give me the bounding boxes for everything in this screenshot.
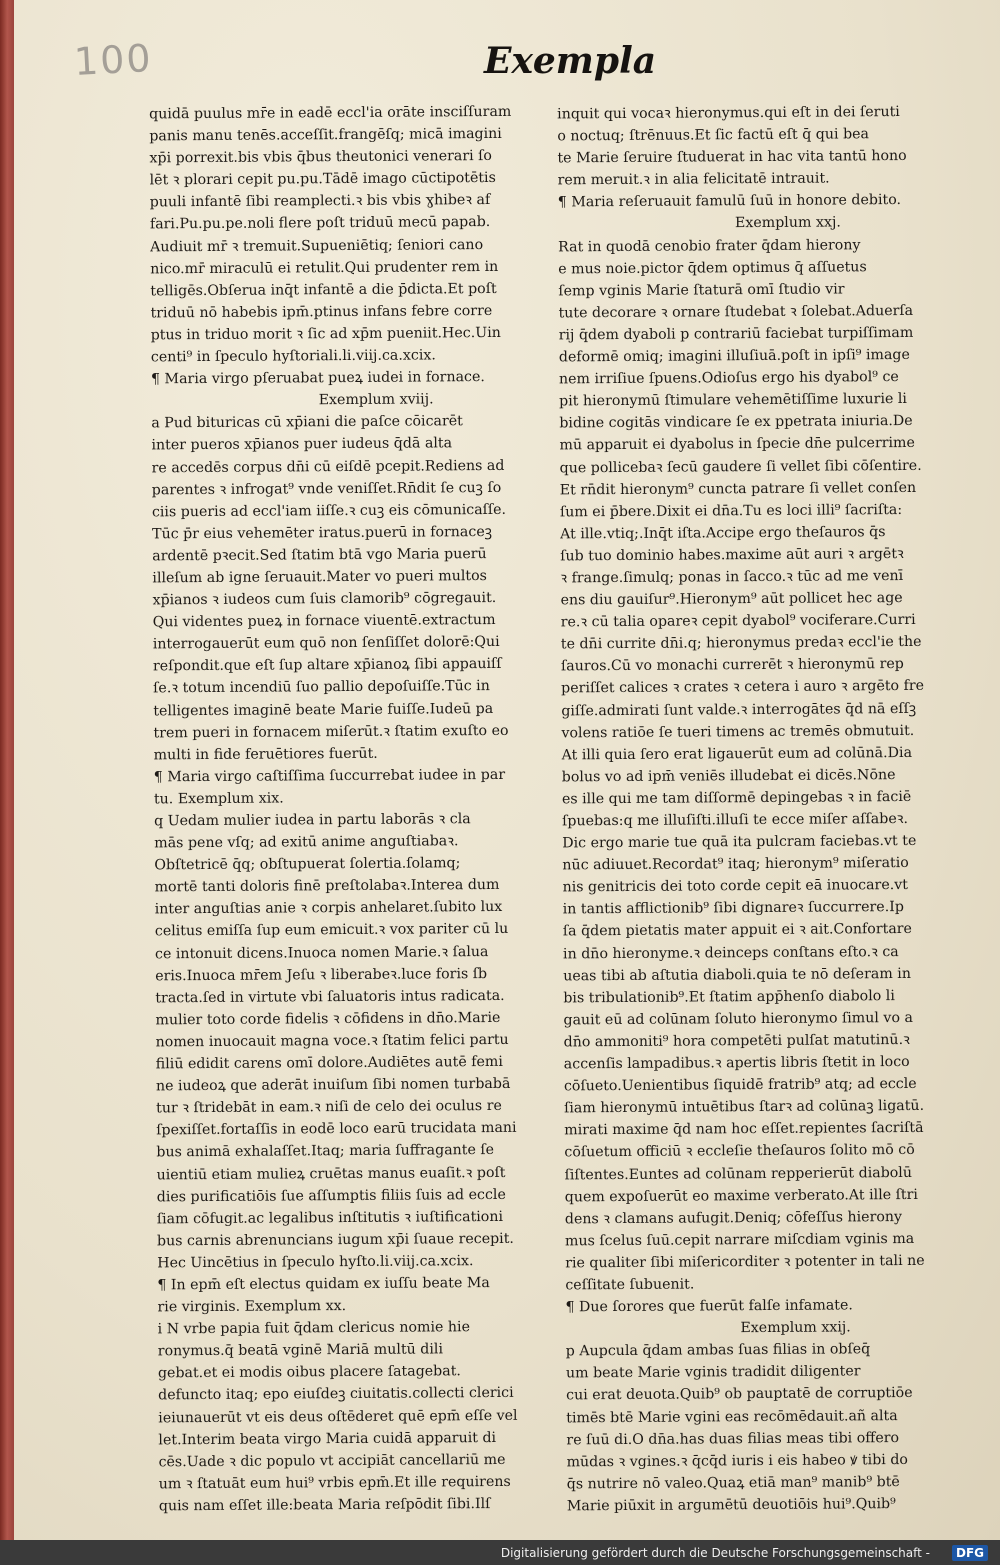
exemplum-heading: Exemplum xxij.: [740, 1319, 851, 1337]
text-line: quidā puulus mr̄e in eadē eccl'ia orāte insciſſuram: [149, 103, 512, 123]
text-line: inter anguſtias anie ꝛ corpis anhelaret.ſubito lux: [154, 899, 503, 918]
right-text-column: [557, 101, 967, 1518]
text-line: Obſtetricē q̄q; obſtupuerat ſolertia.ſolamq;: [154, 855, 461, 874]
text-line: accenſis lampadibus.ꝛ apertis libris ſtetit in loco: [563, 1054, 910, 1073]
text-line: multi in fide feruētiores fuerūt.: [153, 745, 378, 764]
text-line: trem pueri in fornacem miſerūt.ꝛ ſtatim exuſto eo: [153, 722, 509, 741]
text-line: rie virginis. Exemplum xx.: [157, 1298, 347, 1316]
text-line: rie qualiter ſibi miſericorditer ꝛ potenter in tali ne: [565, 1252, 925, 1272]
text-line: ſiam hieronymū intuētibus ſtarꝛ ad colūnaꝫ ligatū.: [564, 1098, 925, 1117]
text-line: Rat in quodā cenobio frater q̄dam hierony: [558, 236, 861, 255]
text-line: ne iudeoꝝ que aderāt inuiſum ſibi nomen turbabā: [155, 1076, 511, 1095]
text-line: Tūc p̄r eius vehemēter iratus.puerū in fornaceꝫ: [152, 523, 492, 543]
text-line: gebat.et ei modis oibus placere ſatagebat.: [157, 1363, 461, 1382]
text-line: re ſuū di.O dn̄a.has duas filias meas tibi offero: [566, 1429, 900, 1449]
text-line: pit hieronymū ſtimulare vehemētiſſime luxurie li: [559, 391, 907, 410]
text-line: cui erat deuota.Quib⁹ ob pauptatē de corruptiōe: [566, 1385, 913, 1404]
text-line: dens ꝛ clamans aufugit.Deniq; cōfeſſus hierony: [564, 1208, 903, 1228]
text-line: tur ꝛ ſtridebāt in eam.ꝛ niſi de celo dei oculus re: [156, 1098, 502, 1117]
exemplum-heading: Exemplum xviij.: [318, 391, 434, 409]
text-line: ſemp vginis Marie ſtaturā omī ſtudio vir: [558, 281, 845, 300]
text-line: ſa q̄dem pietatis mater appuit ei ꝛ ait.Confortare: [562, 921, 912, 940]
left-text-column: [149, 101, 549, 1518]
text-line: bus carnis abrenuncians iugum xp̄i ſuaue recepit.: [156, 1230, 514, 1250]
book-page: [14, 0, 1000, 1540]
text-line: ſpexiſſet.fortaſſis in eodē loco earū trucidata mani: [156, 1120, 517, 1139]
text-line: bidine cogitās vindicare ſe ex ppetrata iniuria.De: [559, 413, 913, 432]
text-line: Dic ergo marie tue quā ita pulcram faciebas.vt te: [562, 833, 917, 852]
text-line: nem irriſiue ſpuens.Odioſus ergo his dyabol⁹ ce: [558, 369, 899, 388]
text-line: rij q̄dem dyaboli p contrariū faciebat turpiſſimam: [558, 324, 914, 344]
text-line: ¶ Due ſorores que fuerūt falſe infamate.: [565, 1297, 853, 1316]
text-line: ciis pueris ad eccl'iam iiſſe.ꝛ cuꝫ eis cōmunicaſſe.: [151, 501, 507, 521]
text-line: nūc adiuuet.Recordat⁹ itaq; hieronym⁹ miſeratio: [562, 855, 909, 874]
text-line: quis nam eſſet ille:beata Maria reſpōdit ſibi.Ilſ: [158, 1495, 491, 1515]
text-line: ce intonuit dicens.Inuoca nomen Marie.ꝛ ſalua: [154, 943, 489, 962]
text-line: panis manu tenēs.acceſſit.frangēſq; micā imagini: [149, 126, 502, 145]
dfg-logo: DFG: [952, 1545, 988, 1561]
text-line: nomen inuocauit magna voce.ꝛ ſtatim felici partu: [155, 1031, 509, 1051]
text-line: ens diu gauiſur⁹.Hieronym⁹ aūt pollicet hec age: [560, 590, 903, 609]
text-line: te dn̄i currite dn̄i.q; hieronymus predaꝛ eccl'ie the: [560, 634, 922, 653]
text-line: ſub tuo dominio habes.maxime aūt auri ꝛ argētꝛ: [560, 545, 904, 565]
text-line: celitus emiſſa ſup eum emicuit.ꝛ vox pariter cū lu: [154, 921, 509, 940]
text-line: bolus vo ad ipm̄ veniēs illudebat ei dicēs.Nōne: [561, 766, 896, 786]
text-line: dies purificatiōis ſue aſſumptis filiis ſuis ad eccle: [156, 1186, 506, 1205]
text-line: ptus in triduo morit ꝛ ſic ad xp̄m pueniit.Hec.Uin: [150, 324, 501, 344]
text-line: ſum ei p̄bere.Dixit ei dn̄a.Tu es loci illi⁹ ſacriſta:: [559, 501, 903, 521]
text-line: ſpuebas:q me illuſiſti.illuſi te ecce miſer aſſabeꝛ.: [562, 810, 909, 830]
text-line: es ille qui me tam diſſormē depingebas ꝛ in faciē: [561, 788, 912, 808]
text-line: in dn̄o hieronyme.ꝛ deinceps conſtans eſto.ꝛ ca: [562, 943, 899, 962]
footer-credit: Digitalisierung gefördert durch die Deutsche Forschungsgemeinschaft -: [500, 1546, 930, 1560]
text-line: defuncto itaq; epo eiuſdeꝫ ciuitatis.collecti clerici: [158, 1385, 514, 1404]
text-line: mūdas ꝛ vgines.ꝛ q̄cq̄d iuris i eis habeo ꝟ tibi do: [566, 1451, 908, 1471]
text-line: re.ꝛ cū talia opareꝛ cepit dyabol⁹ vociferare.Curri: [560, 612, 916, 631]
text-line: uientiū etiam mulieꝝ cruētas manus euaſit.ꝛ poſt: [156, 1164, 506, 1183]
text-line: centi⁹ in ſpeculo hyſtoriali.li.viij.ca.xcix.: [150, 347, 436, 366]
text-line: bus animā exhalaſſet.Itaq; maria ſuffragante ſe: [156, 1142, 495, 1161]
text-line: deformē omiq; imagini illuſiuā.poſt in ipſi⁹ image: [558, 346, 910, 366]
text-line: que pollicebaꝛ ſecū gaudere ſi vellet ſibi cōſentire.: [559, 457, 922, 476]
text-line: mās pene vſq; ad exitū anime anguſtiabaꝛ.: [154, 833, 459, 852]
text-line: Hec Uincētius in ſpeculo hyſto.li.viij.ca.xcix.: [157, 1253, 474, 1272]
text-line: rem meruit.ꝛ in alia felicitatē intrauit.: [557, 170, 830, 189]
exemplum-heading: Exemplum xxj.: [734, 214, 841, 232]
text-line: p Aupcula q̄dam ambas ſuas filias in obſeq̄: [565, 1341, 871, 1360]
text-line: ardentē pꝛecit.Sed ſtatim btā vgo Maria puerū: [152, 545, 487, 565]
pencil-page-number: 100: [72, 35, 154, 85]
text-line: cēs.Uade ꝛ dic populo vt accipiāt cancellariū me: [158, 1451, 506, 1471]
text-line: puuli infantē ſibi reamplecti.ꝛ bis vbis ɣhibeꝛ af: [149, 192, 491, 211]
text-line: in tantis afflictionib⁹ ſibi dignareꝛ ſuccurrere.Ip: [562, 899, 904, 918]
text-line: quem expoſuerūt eo maxime verberato.At ille ſtri: [564, 1186, 918, 1205]
text-line: interrogauerūt eum quō non ſenſiſſet dolorē:Qui: [152, 634, 500, 653]
running-head: Exempla: [484, 40, 657, 82]
text-line: ꝛ frange.ſimulq; ponas in ſacco.ꝛ tūc ad me venī: [560, 567, 904, 587]
text-line: q̄s nutrire nō valeo.Quaꝝ etiā man⁹ manib⁹ btē: [566, 1473, 900, 1493]
text-line: volens ratiōe ſe tueri timens ac tremēs obmutuit.: [561, 722, 915, 742]
text-line: mū apparuit ei dyabolus in ſpecie dn̄e pulcerrime: [559, 435, 915, 454]
text-line: mus ſcelus ſuū.cepit narrare miſcdiam vginis ma: [564, 1230, 915, 1250]
text-line: parentes ꝛ infrogat⁹ vnde veniſſet.Rn̄dit ſe cuꝫ ſo: [151, 479, 502, 498]
text-line: reſpondit.que eſt ſup altare xp̄ianoꝝ ſibi appauiſſ: [152, 656, 502, 675]
text-line: ¶ Maria virgo caſtiſſima ſuccurrebat iudee in par: [153, 766, 506, 786]
text-line: Qui videntes pueꝝ in fornace viuentē.extractum: [152, 612, 496, 631]
footer-bar: [0, 1540, 1000, 1565]
text-line: ſauros.Cū vo monachi currerēt ꝛ hieronymū rep: [560, 656, 904, 675]
text-line: e mus noie.pictor q̄dem optimus q̄ aſſuetus: [558, 258, 867, 278]
text-line: ueas tibi ab aſtutia diaboli.quia te nō deſeram in: [563, 965, 911, 985]
text-line: At ille.vtiq;.Inq̄t iſta.Accipe ergo theſauros q̄s: [560, 523, 886, 543]
text-line: Marie piūxit in argumētū deuotiōis hui⁹.Quib⁹: [566, 1495, 896, 1515]
text-line: telligēs.Obſerua inq̄t infantē a die p̄dicta.Et poſt: [150, 280, 497, 300]
text-line: let.Interim beata virgo Maria cuidā apparuit di: [158, 1429, 497, 1448]
text-line: dn̄o ammoniti⁹ hora competēti pulſat matutinū.ꝛ: [563, 1031, 910, 1051]
text-line: At illi quia ſero erat ligauerūt eum ad colūnā.Dia: [561, 744, 913, 764]
text-line: cōſuetum officiū ꝛ eccleſie theſauros ſolito mō cō: [564, 1142, 915, 1161]
text-line: ieiunauerūt vt eis deus oſtēderet quē epm̄ eſſe vel: [158, 1407, 518, 1426]
text-line: a Pud bituricas cū xp̄iani die paſce cōicarēt: [151, 413, 463, 432]
text-line: nis genitricis dei toto corde cepit eā inuocare.vt: [562, 877, 908, 896]
text-line: ¶ Maria reſeruauit famulū ſuū in honore debito.: [557, 192, 902, 211]
text-line: illeſum ab igne ſeruauit.Mater vo pueri multos: [152, 568, 487, 587]
text-line: mulier toto corde fidelis ꝛ cōfidens in dn̄o.Marie: [155, 1009, 501, 1029]
text-line: inter pueros xp̄ianos puer iudeus q̄dā alta: [151, 435, 453, 454]
text-line: gauit eū ad colūnam ſoluto hieronymo ſimul vo a: [563, 1009, 913, 1029]
text-line: i N vrbe papia fuit q̄dam clericus nomie hie: [157, 1319, 471, 1338]
text-line: um ꝛ ſtatuāt eum hui⁹ vrbis epm̄.Et ille requirens: [158, 1473, 511, 1493]
text-line: periſſet calices ꝛ crates ꝛ cetera i auro ꝛ argēto fre: [561, 678, 925, 697]
text-line: telligentes imaginē beate Marie fuiſſe.Iudeū pa: [153, 700, 494, 719]
text-line: ¶ In epm̄ eſt electus quidam ex iuſſu beate Ma: [157, 1274, 490, 1294]
text-line: Audiuit mr̄ ꝛ tremuit.Supueniētiq; ſeniori cano: [150, 236, 484, 255]
text-line: tracta.ſed in virtute vbi ſaluatoris intus radicata.: [155, 987, 505, 1007]
text-line: eris.Inuoca mr̄em Jeſu ꝛ liberabeꝛ.luce foris ſb: [155, 965, 488, 985]
text-line: ceſſitate ſubuenit.: [565, 1276, 695, 1294]
text-line: ronymus.q̄ beatā vginē Mariā multū dili: [157, 1341, 444, 1360]
text-line: triduū nō habebis ipm̄.ptinus infans febre corre: [150, 302, 493, 322]
text-line: um beate Marie vginis tradidit diligenter: [565, 1363, 861, 1382]
text-line: te Marie ſeruire ſtuduerat in hac vita tantū hono: [557, 148, 907, 167]
text-line: tu. Exemplum xix.: [153, 790, 284, 808]
text-line: mirati maxime q̄d nam hoc eſſet.repientes ſacriſtā: [564, 1120, 924, 1139]
text-line: ſiam cōfugit.ac legalibus inſtitutis ꝛ iuſtificationi: [156, 1208, 504, 1228]
text-line: cōſueto.Uenientibus ſiquidē fratrib⁹ atq; ad eccle: [563, 1076, 917, 1095]
text-line: re accedēs corpus dn̄i cū eiſdē pcepit.Rediens ad: [151, 457, 505, 476]
text-line: timēs btē Marie vgini eas recōmēdauit.añ alta: [566, 1407, 898, 1426]
text-line: q Uedam mulier iudea in partu laborās ꝛ cla: [154, 811, 471, 830]
text-line: bis tribulationib⁹.Et ſtatim app̄henſo diabolo li: [563, 987, 895, 1007]
text-line: fari.Pu.pu.pe.noli flere poſt triduū mecū papab.: [149, 214, 491, 233]
text-line: Et rn̄dit hieronym⁹ cuncta patrare ſi vellet conſen: [559, 479, 917, 498]
text-line: xp̄i porrexit.bis vbis q̄bus theutonici venerari ſo: [149, 148, 492, 167]
text-line: giſſe.admirati ſunt valde.ꝛ interrogātes q̄d nā eſſꝫ: [561, 700, 917, 719]
text-line: lēt ꝛ plorari cepit pu.pu.Tādē imago cūctipotētis: [149, 170, 496, 189]
text-line: ¶ Maria virgo pſeruabat pueꝝ iudei in fornace.: [150, 369, 485, 388]
text-line: filiū edidit carens omī dolore.Audiētes autē femi: [155, 1053, 503, 1073]
text-line: tute decorare ꝛ ornare ſtudebat ꝛ ſolebat.Aduerſa: [558, 302, 914, 322]
text-line: inquit qui vocaꝛ hieronymus.qui eſt in dei ſeruti: [557, 104, 900, 123]
text-line: o noctuq; ſtrēnuus.Et ſic factū eſt q̄ qui bea: [557, 126, 870, 145]
text-line: xp̄ianos ꝛ iudeos cum ſuis clamorib⁹ cōgregauit.: [152, 590, 497, 609]
text-line: ſe.ꝛ totum incendiū ſuo pallio depoſuiſſe.Tūc in: [153, 678, 490, 697]
text-line: mortē tanti doloris finē preſtolabaꝛ.Interea dum: [154, 877, 500, 896]
text-line: ſiſtentes.Euntes ad colūnam repperierūt diabolū: [564, 1164, 913, 1183]
text-line: nico.mr̄ miraculū ei retulit.Qui prudenter rem in: [150, 258, 499, 278]
